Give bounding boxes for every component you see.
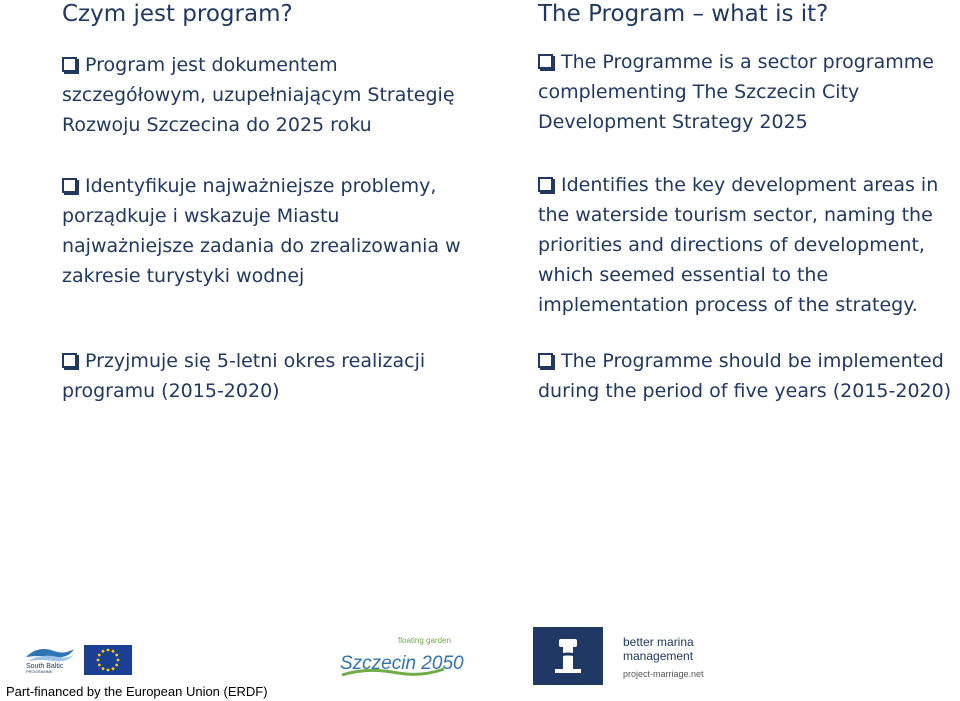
szczecin-2050-text: Szczecin 2050 (340, 653, 464, 674)
checkbox-bullet-icon (538, 177, 553, 192)
bollard-icon (533, 627, 603, 685)
checkbox-bullet-icon (538, 54, 553, 69)
checkbox-bullet-icon (62, 353, 77, 368)
right-bullet-2: Identifies the key development areas in the waterside tourism sector, naming the priorities and directions of development, which seemed essential to the implementation process of the strategy. (538, 174, 939, 316)
checkbox-bullet-icon (62, 178, 77, 193)
better-marina-management-text: better marina management (623, 635, 694, 663)
footer-funding-note: Part-financed by the European Union (ERDF) (6, 684, 268, 699)
floating-garden-text: floating garden (398, 636, 451, 645)
logo-strip (0, 625, 960, 685)
south-baltic-text: South Baltic (26, 663, 64, 670)
better-marina-management-logo (533, 627, 603, 685)
left-title: Czym jest program? (62, 1, 293, 27)
south-baltic-logo (24, 643, 76, 673)
right-column (538, 0, 960, 402)
right-title: The Program – what is it? (538, 1, 829, 27)
left-bullet-2: Identyfikuje najważniejsze problemy, porządkuje i wskazuje Miastu najważniejsze zadania do zrealizowania w zakresie turystyki wodnej (62, 175, 461, 287)
checkbox-bullet-icon (62, 57, 77, 72)
eu-flag-logo (84, 645, 132, 675)
right-bullet-1: The Programme is a sector programme complementing The Szczecin City Development Strategy 2025 (538, 51, 934, 133)
project-url: project-marriage.net (623, 669, 704, 679)
left-bullet-1: Program jest dokumentem szczegółowym, uzupełniającym Strategię Rozwoju Szczecina do 2025 roku (62, 54, 455, 136)
south-baltic-sub-text: PROGRAMME (26, 669, 53, 674)
right-bullet-3: The Programme should be implemented during the period of five years (2015-2020) (538, 350, 952, 402)
szczecin-2050-logo (338, 633, 464, 679)
left-column (62, 0, 462, 402)
left-bullet-3: Przyjmuje się 5-letni okres realizacji programu (2015-2020) (62, 350, 426, 402)
checkbox-bullet-icon (538, 353, 553, 368)
